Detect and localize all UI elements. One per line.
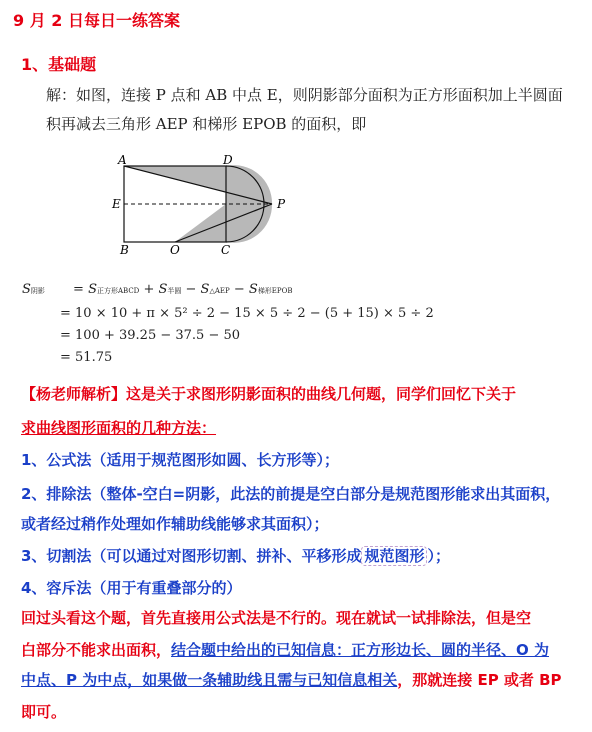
reasoning-line-2: 白部分不能求出面积，结合题中给出的已知信息：正方形边长、圆的半径、O 为: [21, 641, 549, 659]
highlight-regular-shape: 规范图形: [361, 546, 427, 566]
method-4: 4、容斥法（用于有重叠部分的）: [21, 579, 242, 597]
formula-line-4: = 51.75: [60, 350, 113, 365]
label-a: A: [118, 153, 127, 167]
analysis-heading: 【杨老师解析】这是关于求图形阴影面积的曲线几何题，同学们回忆下关于: [21, 385, 517, 403]
reasoning-line-1: 回过头看这个题，首先直接用公式法是不行的。现在就试一试排除法，但是空: [21, 609, 532, 627]
label-d: D: [223, 153, 233, 167]
formula-line-2: = 10 × 10 + π × 5² ÷ 2 − 15 × 5 ÷ 2 − (5 + 15) × 5 ÷ 2: [60, 306, 434, 321]
method-2-line-1: 2、排除法（整体-空白=阴影，此法的前提是空白部分是规范图形能求出其面积，: [21, 485, 561, 503]
section-heading-basic: 1、基础题: [21, 55, 97, 74]
method-3: 3、切割法（可以通过对图形切割、拼补、平移形成 规范图形 ）；: [21, 547, 450, 565]
geometry-figure: [110, 152, 300, 256]
label-c: C: [221, 243, 231, 256]
formula-line-3: = 100 + 39.25 − 37.5 − 50: [60, 328, 241, 343]
label-b: B: [120, 243, 129, 256]
reasoning-line-3: 中点、P 为中点，如果做一条辅助线且需与已知信息相关，那就连接 EP 或者 BP: [21, 671, 562, 689]
reasoning-line-4: 即可。: [21, 703, 67, 721]
analysis-heading-cont: 求曲线图形面积的几种方法：: [21, 419, 217, 437]
solution-line-1: 解：如图，连接 P 点和 AB 中点 E，则阴影部分面积为正方形面积加上半圆面: [46, 86, 563, 104]
formula-line-1: S阴影 = S正方形ABCD + S半圆 − S△AEP − S梯形EPOB: [22, 282, 293, 297]
method-2-line-2: 或者经过稍作处理如作辅助线能够求其面积）；: [21, 515, 329, 533]
teacher-analysis-label: 【杨老师解析】: [21, 385, 127, 403]
method-1: 1、公式法（适用于规范图形如圆、长方形等）；: [21, 451, 339, 469]
label-o: O: [170, 243, 180, 256]
label-e: E: [112, 197, 121, 211]
label-p: P: [277, 197, 286, 211]
solution-line-2: 积再减去三角形 AEP 和梯形 EPOB 的面积，即: [46, 115, 367, 133]
shaded-lower-triangle: [175, 204, 226, 242]
page-title: 9 月 2 日每日一练答案: [13, 11, 180, 30]
shaded-lower-semicircle: [226, 204, 272, 243]
